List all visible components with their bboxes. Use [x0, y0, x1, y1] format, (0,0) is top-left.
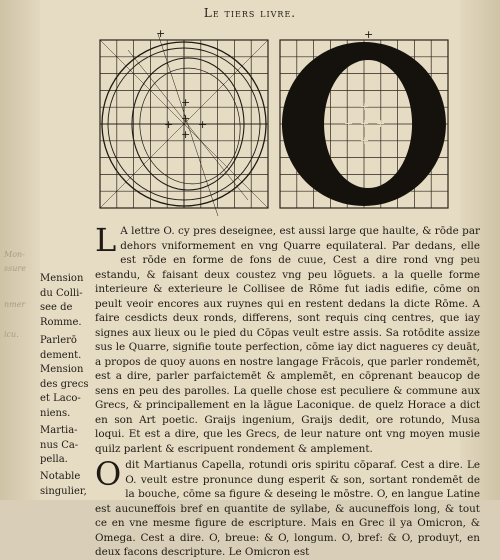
margin-note-martianus	[40, 424, 96, 468]
note-line: Mension	[40, 273, 84, 284]
svg-text:+: +	[376, 117, 386, 130]
bleed-text: ssure	[4, 264, 26, 273]
top-center-mark: +	[364, 30, 374, 41]
note-line: see de	[40, 302, 73, 313]
note-line: niens.	[40, 407, 71, 419]
paragraph-2	[95, 455, 480, 560]
margin-note-notable	[40, 470, 96, 499]
note-line: Mension	[40, 364, 84, 375]
left-top-mark: +	[156, 30, 166, 40]
bleed-text: nmer	[4, 300, 26, 309]
note-line: Martia-	[40, 425, 78, 436]
svg-text:+: +	[181, 112, 191, 125]
margin-note-colisee	[40, 272, 96, 330]
svg-text:+: +	[344, 117, 354, 130]
note-line: et Laco-	[40, 393, 81, 404]
dropcap-o: O	[95, 455, 122, 493]
margin-note-parler	[40, 334, 96, 421]
svg-text:+: +	[360, 117, 370, 130]
note-line: pella.	[40, 454, 68, 465]
paragraph-1	[95, 221, 480, 456]
note-line: Parlerō	[40, 335, 77, 346]
note-line: Notable	[40, 471, 81, 482]
facing-page-edge	[0, 0, 40, 500]
note-line: Romme.	[40, 316, 82, 328]
svg-text:+: +	[164, 118, 174, 131]
svg-text:+: +	[181, 128, 191, 141]
bleed-text: icu.	[4, 330, 19, 339]
dropcap-l: L	[95, 221, 117, 259]
svg-text:+: +	[360, 100, 370, 113]
svg-text:+: +	[181, 96, 191, 109]
note-line: singulier,	[40, 485, 87, 497]
note-line: dement.	[40, 349, 82, 361]
letter-o-construction-figure	[98, 30, 450, 220]
svg-text:+: +	[360, 134, 370, 147]
running-head: Le tiers livre.	[203, 6, 297, 20]
note-line: des grecs	[40, 378, 89, 390]
main-text	[95, 221, 480, 560]
note-line: nus Ca-	[40, 439, 79, 451]
note-line: du Colli-	[40, 287, 83, 299]
paragraph-1-text: A lettre O. cy pres deseignee, est aussi large que haulte, & rōde par dehors vniformement en vng Quarre equilateral. Par dedans, elle est rōde en forme de fons de cuue, Cest a dire rond vng peu estandu, & faisant deux coustez vng peu lōguets. a la quelle forme interieure & exterieure le Collisee de Rōme fut iadis edifie, cōme on peult veoir encores aux ruynes qui en restent dedans la dicte Rōme. A faire cesdicts deux ronds, differens, sont requis cinq centres, que iay signes aux lieux ou le pied du Cōpas veult estre assis. Sa rotōdite assize sus le Quarre, signifie toute perfection, cōme iay dict nagueres cy deuāt, a propos de quoy auons en nostre langage Frācois, que parler rondemēt, est a dire, parler parfaictemēt & amplemēt, en cōprenant beaucop de sens en peu des parolles. La quelle chose est peculiere & commune aux Grecs, & principallement en la lāgue Laconique. de quelz Horace a dict en son Art poetic. Graijs ingenium, Graijs dedit, ore rotundo, Musa loqui. Et est a dire, que les Grecs, de leur nature ont vng moyen musie quilz parlent & escripuent rondement & amplement.	[95, 225, 480, 455]
svg-text:+: +	[198, 118, 208, 131]
paragraph-2-text: dit Martianus Capella, rotundi oris spiritu cōparaf. Cest a dire. Le O. veult estre pronunce dung esperit & son, sortant rondemēt de la bouche, cōme sa figure & deseing le mōstre. O, en langue Latine est aucuneffois bref en quantite de syllabe, & aucuneffois long, & tout ce en vne mesme figure de escripture. Mais en Grec il ya Omicron, & Omega. Cest a dire. O, breue: & O, longum. O, bref: & O, produyt, en deux facons descripture. Le Omicron est	[95, 459, 480, 558]
bleed-text: Mon-	[4, 250, 25, 259]
